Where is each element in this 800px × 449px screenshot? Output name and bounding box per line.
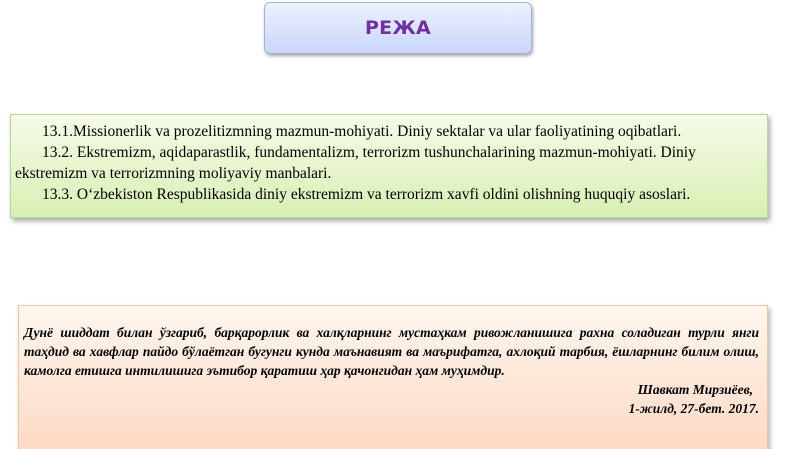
slide-title: РЕЖА — [364, 17, 432, 39]
title-banner — [264, 2, 532, 54]
quote-text: Дунё шиддат билан ўзгариб, барқарорлик ва халқларнинг мустаҳкам ривожланишига рахна соладиган турли янги таҳдид ва хавфлар пайдо бўлаётган бугунги кунда маънавият ва маърифатга, ахлоқий тарбия, ёшларнинг билим олиш, камолга етишга интилишига эътибор қаратиш ҳар қачонгидан ҳам муҳимдир. — [24, 325, 759, 378]
topic-item-13-2: 13.2. Ekstremizm, aqidaparastlik, fundamentalizm, terrorizm tushunchalarining mazmun-mohiyati. Diniy ekstremizm va terrorizmning moliyaviy manbalari. — [15, 144, 696, 182]
topic-item-13-1: 13.1.Missionerlik va prozelitizmning mazmun-mohiyati. Diniy sektalar va ular faoliyatining oqibatlari. — [42, 123, 682, 140]
quote-author: Шавкат Мирзиёев, — [637, 382, 753, 397]
quote-panel — [18, 305, 768, 449]
quote-source: 1-жилд, 27-бет. 2017. — [628, 401, 759, 416]
topics-panel — [10, 114, 768, 218]
topic-item-13-3: 13.3. O‘zbekiston Respublikasida diniy ekstremizm va terrorizm xavfi oldini olishning huquqiy asoslari. — [42, 186, 691, 203]
